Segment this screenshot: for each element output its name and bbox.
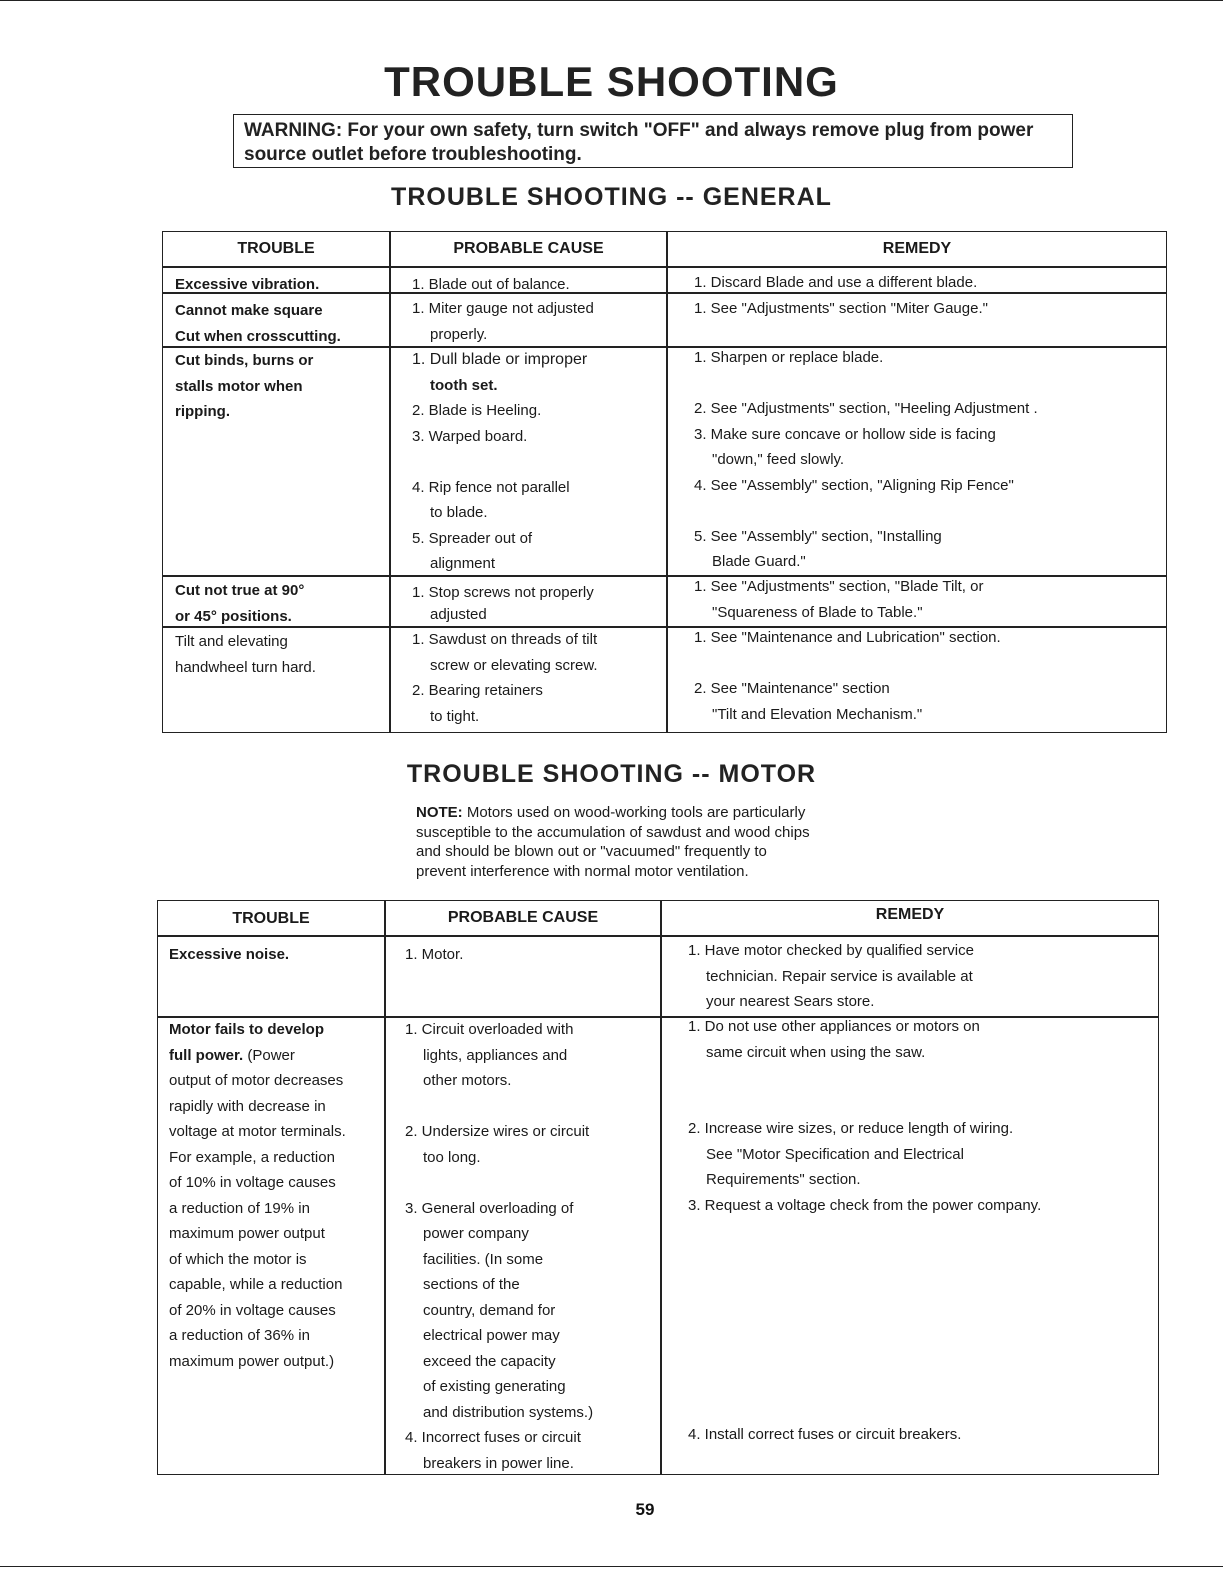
col-divider: [389, 232, 391, 732]
row-divider: [163, 575, 1166, 577]
cause-cell: 1. Blade out of balance.: [412, 276, 570, 293]
header-trouble: TROUBLE: [237, 240, 315, 257]
note-label: NOTE:: [416, 804, 463, 821]
remedy-cell: 1. Sharpen or replace blade. 2. See "Adjustments" section, "Heeling Adjustment . 3. Make sure concave or hollow side is facing "down," feed slowly. 4. See "Assembly" section, "Aligning Rip Fence" 5. See "Assembly" section, "Installing Blade Guard.": [694, 349, 1038, 570]
page-border-top: [0, 0, 1223, 1]
warning-box: [233, 114, 1073, 168]
general-table: [162, 231, 1167, 733]
col-divider: [384, 901, 386, 1474]
header-remedy: REMEDY: [875, 906, 945, 923]
cause-cell: 1. Stop screws not properly adjusted: [412, 584, 594, 623]
trouble-cell: Cut not true at 90° or 45° positions.: [175, 582, 305, 625]
motor-section-title: TROUBLE SHOOTING -- MOTOR: [406, 760, 817, 788]
header-remedy: REMEDY: [882, 240, 952, 257]
trouble-cell: Motor fails to develop full power. (Power output of motor decreases rapidly with decrease in voltage at motor terminals. For example, a reduction of 10% in voltage causes a reduction of 19% in maximum power output of which the motor is capable, while a reduction of 20% in voltage causes a reduction of 36% in maximum power output.): [169, 1021, 346, 1370]
motor-table: [157, 900, 1159, 1475]
cause-cell: 1. Miter gauge not adjusted properly.: [412, 300, 594, 343]
warning-line-2: source outlet before troubleshooting.: [244, 144, 582, 165]
header-probable-cause: PROBABLE CAUSE: [453, 240, 604, 257]
warning-line-1: WARNING: For your own safety, turn switch "OFF" and always remove plug from power: [244, 120, 1034, 141]
trouble-cell: Cannot make square Cut when crosscutting.: [175, 302, 341, 345]
col-divider: [666, 232, 668, 732]
trouble-cell: Excessive noise.: [169, 946, 290, 963]
trouble-cell: Cut binds, burns or stalls motor when ripping.: [175, 352, 314, 420]
remedy-cell: 1. Have motor checked by qualified service technician. Repair service is available at your nearest Sears store.: [688, 942, 974, 1010]
remedy-cell: 1. See "Adjustments" section, "Blade Tilt, or "Squareness of Blade to Table.": [694, 578, 984, 621]
general-section-title: TROUBLE SHOOTING -- GENERAL: [391, 183, 832, 211]
header-divider: [163, 266, 1166, 268]
trouble-cell: Excessive vibration.: [175, 276, 320, 293]
cause-cell: 1. Sawdust on threads of tilt screw or elevating screw. 2. Bearing retainers to tight.: [412, 631, 598, 725]
remedy-cell: 1. See "Maintenance and Lubrication" section. 2. See "Maintenance" section "Tilt and Elevation Mechanism.": [694, 629, 1001, 723]
page-number: 59: [635, 1500, 655, 1519]
header-probable-cause: PROBABLE CAUSE: [447, 909, 599, 926]
cause-cell: 1. Circuit overloaded with lights, appliances and other motors. 2. Undersize wires or circuit too long. 3. General overloading of power company facilities. (In some sections of the country, demand for electrical power may exceed the capacity of existing generating and distribution systems.) 4. Incorrect fuses or circuit breakers in power line.: [405, 1021, 594, 1472]
header-trouble: TROUBLE: [232, 910, 310, 927]
cause-cell: 1. Motor.: [405, 946, 464, 963]
col-divider: [660, 901, 662, 1474]
header-divider: [158, 935, 1158, 937]
cause-cell: 1. Dull blade or improper tooth set. 2. Blade is Heeling. 3. Warped board. 4. Rip fence not parallel to blade. 5. Spreader out of alignment: [412, 351, 588, 572]
page-border-bottom: [0, 1566, 1223, 1567]
remedy-cell: 1. See "Adjustments" section "Miter Gauge.": [694, 300, 988, 317]
remedy-cell: 1. Discard Blade and use a different blade.: [694, 274, 978, 291]
page-title: TROUBLE SHOOTING: [384, 58, 839, 105]
motor-note: NOTE: Motors used on wood-working tools are particularly susceptible to the accumulation of sawdust and wood chips and should be blown out or "vacuumed" frequently to prevent interference with normal motor ventilation.: [416, 804, 810, 880]
row-divider: [163, 626, 1166, 628]
trouble-cell: Tilt and elevating handwheel turn hard.: [175, 633, 316, 676]
remedy-cell: 1. Do not use other appliances or motors on same circuit when using the saw. 2. Increase wire sizes, or reduce length of wiring. See "Motor Specification and Electrical Requirements" section. 3. Request a voltage check from the power company. 4. Install correct fuses or circuit breakers.: [688, 1018, 1042, 1443]
